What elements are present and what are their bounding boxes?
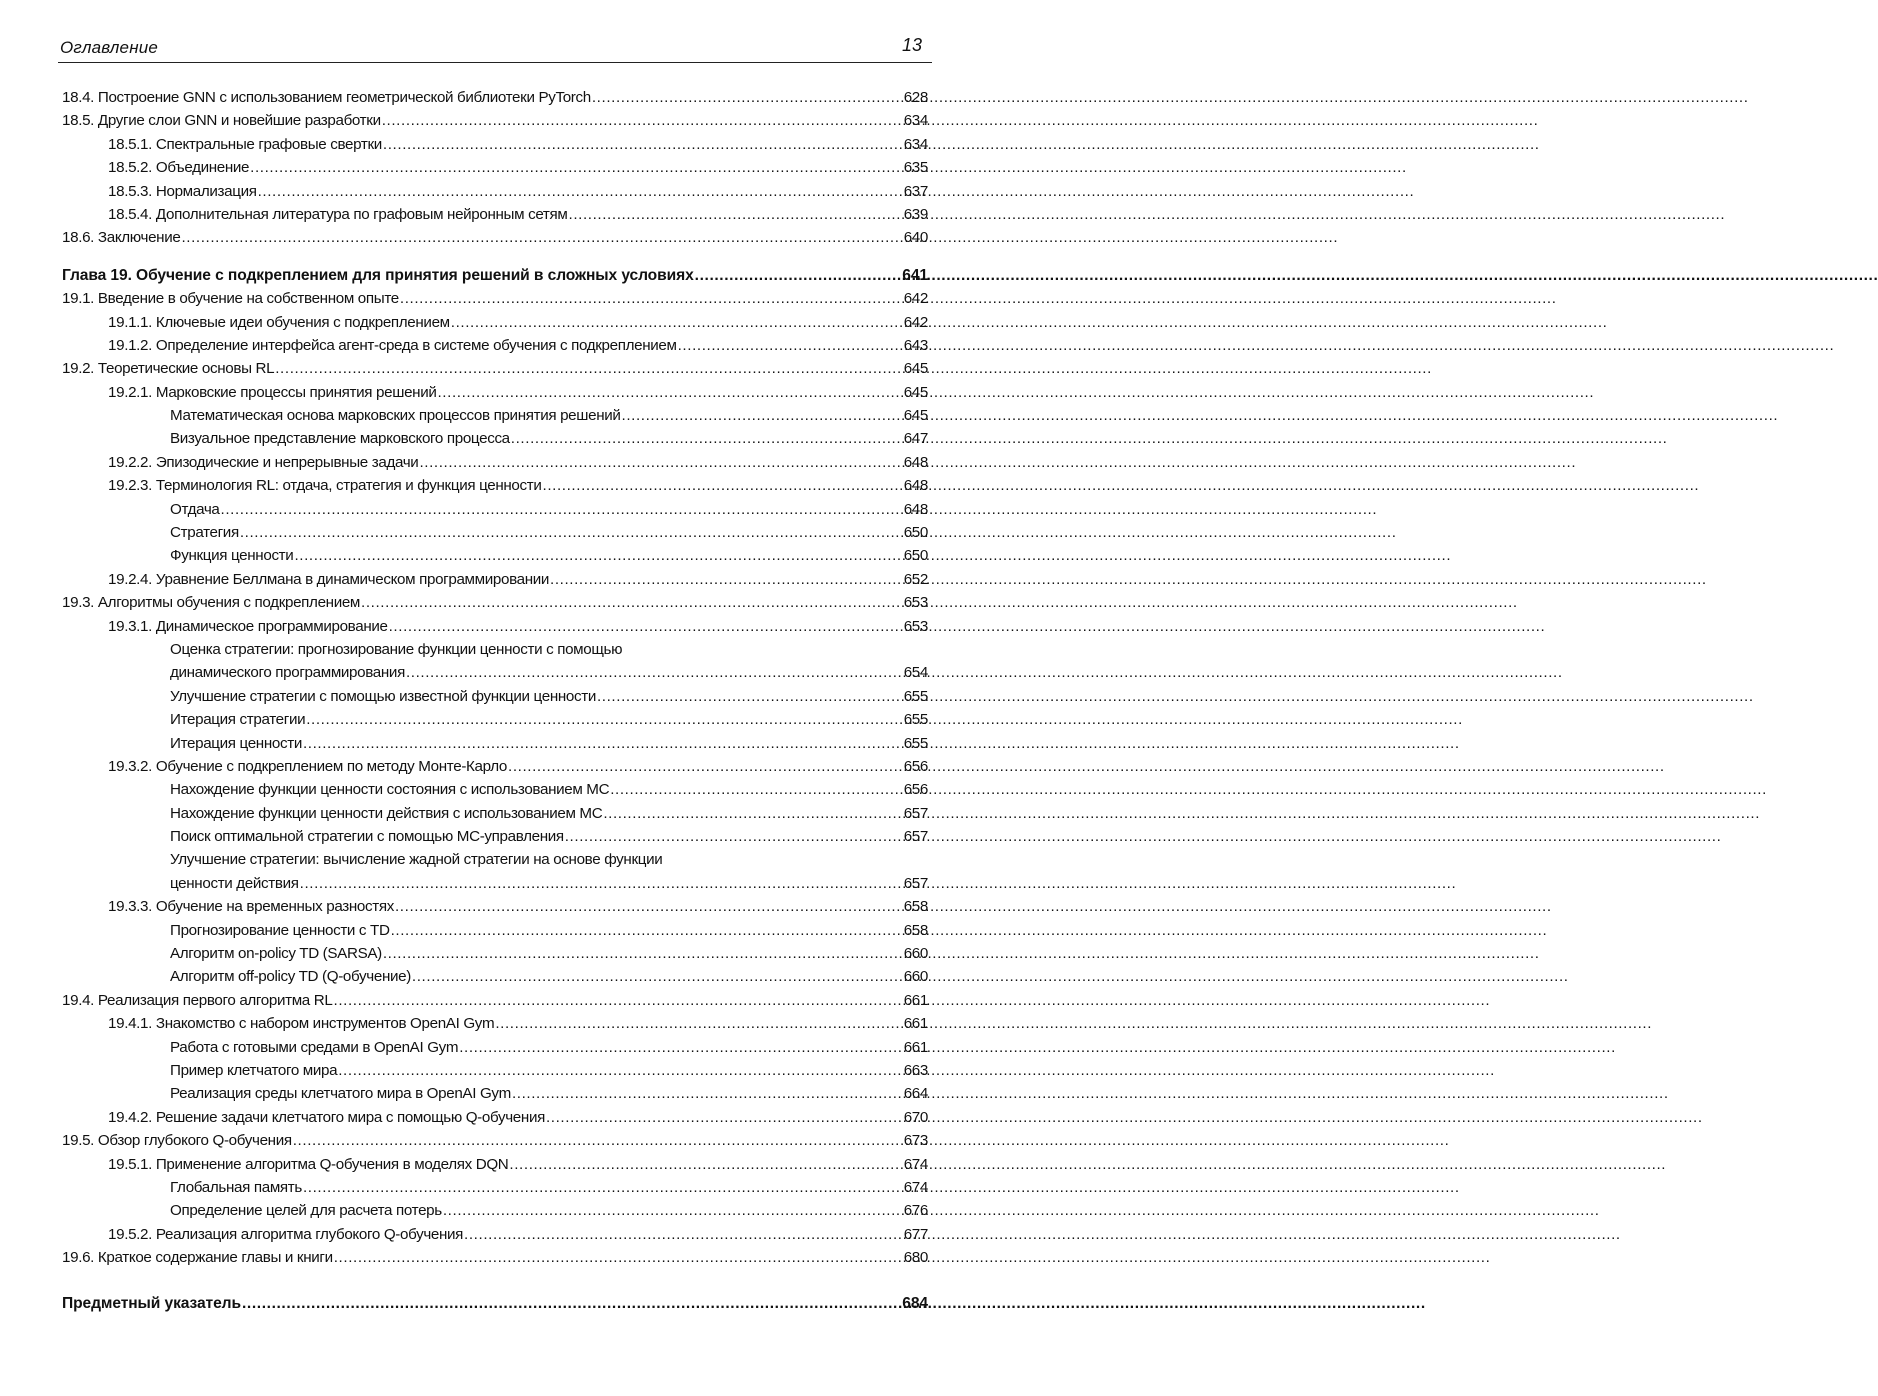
toc-subentry: Улучшение стратегии с помощью известной функции ценности ..... 655 [62,685,928,708]
toc-subentry: Реализация среды клетчатого мира в OpenAI Gym ..... 664 [62,1082,928,1105]
toc-entry-18-6: 18.6. Заключение ..... 640 [62,226,928,249]
toc-subentry-line2: ценности действия ..... 657 [62,872,928,895]
page-number: 13 [901,35,922,55]
toc-entry-19-1-1: 19.1.1. Ключевые идеи обучения с подкреплением ..... 642 [62,311,928,334]
toc-index-entry: Предметный указатель ..... 684 [62,1292,928,1315]
toc-entry-19-5-1: 19.5.1. Применение алгоритма Q-обучения в моделях DQN ..... 674 [62,1153,928,1176]
toc-subentry: Итерация ценности ..... 655 [62,732,928,755]
toc-subentry-line1: Оценка стратегии: прогнозирование функции ценности с помощью [170,640,623,658]
toc-entry-19-2-4: 19.2.4. Уравнение Беллмана в динамическом программировании ..... 652 [62,568,928,591]
toc-subentry: Итерация стратегии ..... 655 [62,708,928,731]
toc-subentry: Нахождение функции ценности состояния с использованием MC ..... 656 [62,778,928,801]
toc-chapter-19: Глава 19. Обучение с подкреплением для принятия решений в сложных условиях ..... 641 [62,264,928,287]
toc-entry-19-1-2: 19.1.2. Определение интерфейса агент-среда в системе обучения с подкреплением ..... 643 [62,334,928,357]
toc-entry-18-5-2: 18.5.2. Объединение ..... 635 [62,156,928,179]
toc-entry-19-2-1: 19.2.1. Марковские процессы принятия решений ..... 645 [62,381,928,404]
toc-entry-19-3-2: 19.3.2. Обучение с подкреплением по методу Монте-Карло ..... 656 [62,755,928,778]
toc-entry-19-6: 19.6. Краткое содержание главы и книги ..... 680 [62,1246,928,1269]
toc-entry-19-2: 19.2. Теоретические основы RL ..... 645 [62,357,928,380]
toc-entry-19-2-3: 19.2.3. Терминология RL: отдача, стратегия и функция ценности ..... 648 [62,474,928,497]
toc-entry-19-2-2: 19.2.2. Эпизодические и непрерывные задачи ..... 648 [62,451,928,474]
toc-entry-19-5: 19.5. Обзор глубокого Q-обучения ..... 673 [62,1129,928,1152]
toc-entry-19-3: 19.3. Алгоритмы обучения с подкреплением ..... 653 [62,591,928,614]
running-header-title: Оглавление [60,38,159,57]
toc-entry-18-5-3: 18.5.3. Нормализация ..... 637 [62,180,928,203]
toc-entry-19-4-2: 19.4.2. Решение задачи клетчатого мира с помощью Q-обучения ..... 670 [62,1106,928,1129]
toc-entry-19-5-2: 19.5.2. Реализация алгоритма глубокого Q-обучения ..... 677 [62,1223,928,1246]
toc-subentry: Функция ценности ..... 650 [62,544,928,567]
toc-subentry: Работа с готовыми средами в OpenAI Gym ..... 661 [62,1036,928,1059]
toc-subentry-line2: динамического программирования ..... 654 [62,661,928,684]
toc-entry-18-5: 18.5. Другие слои GNN и новейшие разработки ..... 634 [62,109,928,132]
toc-subentry: Отдача ..... 648 [62,498,928,521]
toc-subentry: Пример клетчатого мира ..... 663 [62,1059,928,1082]
toc-entry-19-4-1: 19.4.1. Знакомство с набором инструментов OpenAI Gym ..... 661 [62,1012,928,1035]
toc-subentry: Алгоритм on-policy TD (SARSA) ..... 660 [62,942,928,965]
toc-entry-18-5-4: 18.5.4. Дополнительная литература по графовым нейронным сетям ..... 639 [62,203,928,226]
table-of-contents [62,86,928,1315]
toc-entry-18-5-1: 18.5.1. Спектральные графовые свертки ..... 634 [62,133,928,156]
toc-entry-19-3-1: 19.3.1. Динамическое программирование ..... 653 [62,615,928,638]
toc-subentry: Определение целей для расчета потерь ..... 676 [62,1199,928,1222]
toc-subentry: Поиск оптимальной стратегии с помощью MC-управления ..... 657 [62,825,928,848]
toc-subentry-line1: Улучшение стратегии: вычисление жадной стратегии на основе функции [170,851,663,869]
toc-entry-18-4: 18.4. Построение GNN с использованием геометрической библиотеки PyTorch ..... 628 [62,86,928,109]
toc-subentry: Визуальное представление марковского процесса ..... 647 [62,427,928,450]
toc-subentry: Алгоритм off-policy TD (Q-обучение) ..... 660 [62,965,928,988]
toc-subentry: Стратегия ..... 650 [62,521,928,544]
page-header [58,34,932,63]
toc-subentry: Нахождение функции ценности действия с использованием MC ..... 657 [62,802,928,825]
toc-subentry: Математическая основа марковских процессов принятия решений ..... 645 [62,404,928,427]
toc-entry-19-4: 19.4. Реализация первого алгоритма RL ..... 661 [62,989,928,1012]
toc-entry-19-3-3: 19.3.3. Обучение на временных разностях ..... 658 [62,895,928,918]
toc-entry-19-1: 19.1. Введение в обучение на собственном опыте ..... 642 [62,287,928,310]
toc-subentry: Прогнозирование ценности с TD ..... 658 [62,919,928,942]
toc-subentry: Глобальная память ..... 674 [62,1176,928,1199]
